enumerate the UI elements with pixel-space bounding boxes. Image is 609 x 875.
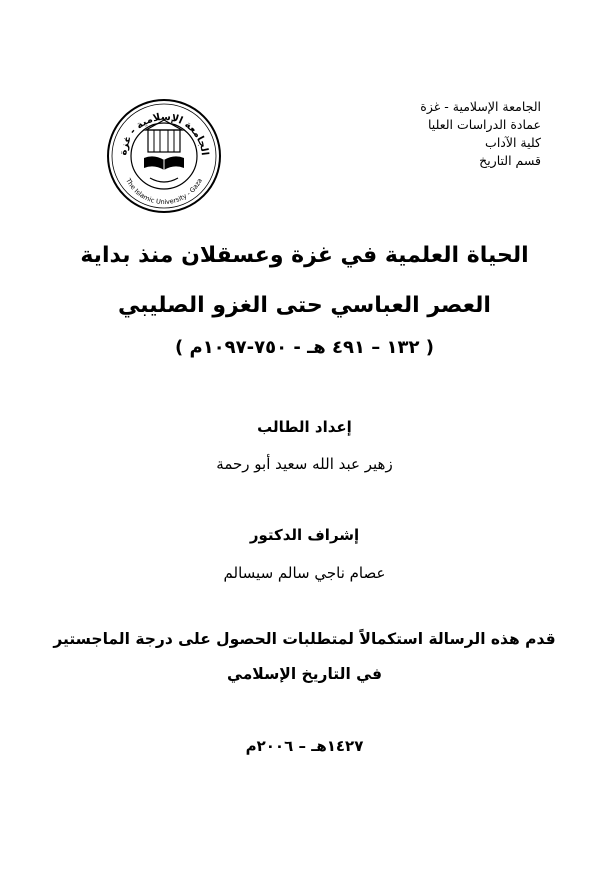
supervisor-label: إشراف الدكتور	[249, 526, 360, 544]
department-name: قسم التاريخ	[479, 153, 541, 168]
supervisor-name: عصام ناجي سالم سيسالم	[223, 564, 386, 582]
submission-year: ١٤٢٧هـ – ٢٠٠٦م	[245, 737, 364, 755]
deanship-name: عمادة الدراسات العليا	[428, 117, 541, 132]
university-seal-icon	[104, 96, 224, 216]
svg-text:The Islamic University - Gaza	[124, 176, 204, 206]
seal-arabic-text: الجامعة الإسلامية - غزة	[118, 111, 210, 157]
submission-statement-line-1: قدم هذه الرسالة استكمالاً لمتطلبات الحصول على درجة الماجستير	[53, 630, 556, 648]
faculty-name: كلية الآداب	[485, 135, 541, 150]
seal-english-text: The Islamic University - Gaza	[124, 177, 204, 207]
institution-header	[341, 98, 541, 170]
submission-statement-line-2: في التاريخ الإسلامي	[227, 665, 382, 683]
university-name: الجامعة الإسلامية - غزة	[420, 99, 541, 114]
student-name: زهير عبد الله سعيد أبو رحمة	[216, 455, 393, 473]
student-label: إعداد الطالب	[257, 418, 352, 436]
thesis-title-line-1: الحياة العلمية في غزة وعسقلان منذ بداية	[80, 243, 529, 268]
thesis-title-line-2: العصر العباسي حتى الغزو الصليبي	[118, 293, 491, 318]
thesis-date-range: ( ١٣٢ – ٤٩١ هـ - ٧٥٠-١٠٩٧م )	[175, 337, 434, 358]
